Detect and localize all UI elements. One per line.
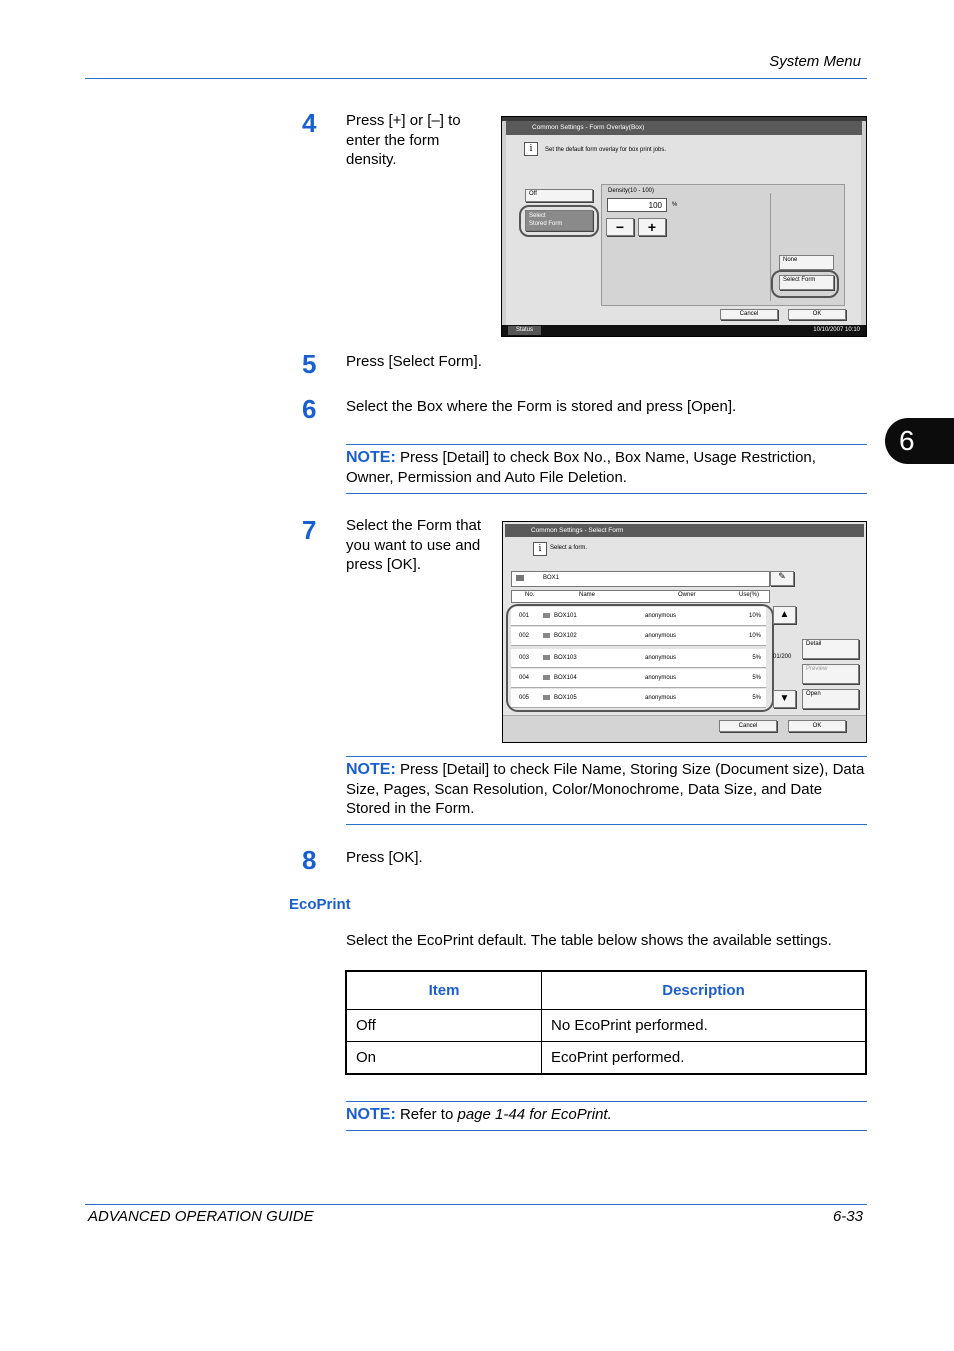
table-header-row bbox=[346, 971, 866, 1010]
step-5-number: 5 bbox=[302, 349, 317, 379]
ecoprint-table bbox=[345, 970, 867, 1075]
screen2-title: Common Settings - Select Form bbox=[505, 524, 864, 537]
open-button[interactable]: Open bbox=[802, 689, 859, 709]
row-use: 10% bbox=[748, 633, 761, 639]
density-input[interactable]: 100 bbox=[607, 198, 667, 212]
footer-rule bbox=[85, 1204, 867, 1205]
cancel-button[interactable]: Cancel bbox=[719, 720, 777, 732]
row-name: BOX102 bbox=[554, 633, 577, 639]
status-label[interactable]: Status bbox=[508, 326, 541, 335]
table-row bbox=[346, 1042, 866, 1075]
status-bar bbox=[502, 325, 866, 336]
step-8-number: 8 bbox=[302, 845, 317, 875]
box-name: BOX1 bbox=[543, 575, 560, 581]
rows-highlight bbox=[506, 604, 774, 712]
note-3 bbox=[346, 1105, 867, 1125]
col-use[interactable]: Use(%) bbox=[739, 592, 760, 598]
list-header bbox=[511, 590, 770, 603]
note-1 bbox=[346, 448, 867, 487]
note-1-label: NOTE: bbox=[346, 449, 396, 466]
note-2-top-rule bbox=[346, 756, 867, 757]
note-3-link[interactable]: page 1-44 for EcoPrint. bbox=[457, 1106, 612, 1123]
row-no: 004 bbox=[519, 675, 530, 681]
status-datetime: 10/10/2007 10:10 bbox=[813, 327, 860, 333]
scroll-up-button[interactable]: ▲ bbox=[773, 606, 796, 624]
step-7-text: Select the Form that you want to use and press [OK]. bbox=[346, 517, 482, 573]
step-6-text: Select the Box where the Form is stored and press [Open]. bbox=[346, 398, 737, 415]
row-name: BOX103 bbox=[554, 655, 577, 661]
select-form-highlight bbox=[771, 270, 839, 298]
step-6-number: 6 bbox=[302, 394, 317, 424]
row-item: Off bbox=[346, 1010, 542, 1042]
step-4-text: Press [+] or [–] to enter the form density. bbox=[346, 112, 461, 168]
footer-guide: ADVANCED OPERATION GUIDE bbox=[88, 1208, 314, 1225]
note-2-label: NOTE: bbox=[346, 761, 396, 778]
row-no: 002 bbox=[519, 633, 530, 639]
row-no: 003 bbox=[519, 655, 530, 661]
note-1-text: Press [Detail] to check Box No., Box Name, Usage Restriction, Owner, Permission and Auto File Deletion. bbox=[346, 449, 816, 486]
form-overlay-screen bbox=[501, 116, 867, 337]
header-section: System Menu bbox=[769, 53, 861, 70]
box-select-button[interactable]: ✎ bbox=[770, 571, 794, 586]
density-label: Density(10 - 100) bbox=[608, 188, 655, 194]
row-item: On bbox=[346, 1042, 542, 1075]
preview-button[interactable]: Preview bbox=[802, 664, 859, 684]
ecoprint-heading: EcoPrint bbox=[289, 896, 351, 913]
minus-button[interactable]: − bbox=[606, 218, 634, 236]
row-use: 5% bbox=[752, 675, 761, 681]
off-button[interactable]: Off bbox=[525, 189, 593, 202]
row-owner: anonymous bbox=[645, 633, 677, 639]
select-stored-line2: Stored Form bbox=[529, 221, 563, 227]
col-item: Item bbox=[346, 971, 542, 1010]
row-name: BOX104 bbox=[554, 675, 577, 681]
scroll-down-button[interactable]: ▼ bbox=[773, 690, 796, 708]
box-folder-icon bbox=[516, 575, 524, 581]
note-1-top-rule bbox=[346, 444, 867, 445]
note-1-bottom-rule bbox=[346, 493, 867, 494]
row-use: 5% bbox=[752, 695, 761, 701]
note-3-top-rule bbox=[346, 1101, 867, 1102]
plus-button[interactable]: + bbox=[638, 218, 666, 236]
note-2-text: Press [Detail] to check File Name, Storing Size (Document size), Data Size, Pages, Scan Resolution, Color/Monochrome, Data Size, and Date Stored in the Form. bbox=[346, 761, 865, 817]
row-owner: anonymous bbox=[645, 695, 677, 701]
cancel-button[interactable]: Cancel bbox=[720, 309, 778, 320]
select-form-screen bbox=[502, 521, 867, 743]
none-button[interactable]: None bbox=[779, 255, 834, 270]
note-2-bottom-rule bbox=[346, 824, 867, 825]
row-no: 001 bbox=[519, 613, 530, 619]
col-name[interactable]: Name bbox=[579, 592, 596, 598]
footer-page: 6-33 bbox=[832, 1208, 863, 1225]
screen-title: Common Settings - Form Overlay(Box) bbox=[506, 121, 862, 135]
info-text: Set the default form overlay for box print jobs. bbox=[545, 147, 667, 153]
step-8-text: Press [OK]. bbox=[346, 849, 423, 866]
note-3-text: Refer to bbox=[399, 1106, 458, 1123]
screen2-info: Select a form. bbox=[550, 545, 588, 551]
ok-button[interactable]: OK bbox=[788, 720, 846, 732]
row-use: 5% bbox=[752, 655, 761, 661]
col-owner[interactable]: Owner bbox=[678, 592, 696, 598]
note-3-bottom-rule bbox=[346, 1130, 867, 1131]
step-4-number: 4 bbox=[302, 108, 317, 138]
row-description: No EcoPrint performed. bbox=[542, 1010, 867, 1042]
density-unit: % bbox=[672, 202, 678, 208]
header-rule bbox=[85, 78, 867, 79]
step-5-text: Press [Select Form]. bbox=[346, 353, 482, 370]
col-description: Description bbox=[542, 971, 867, 1010]
note-3-label: NOTE: bbox=[346, 1106, 396, 1123]
col-no[interactable]: No. bbox=[525, 592, 535, 598]
detail-button[interactable]: Detail bbox=[802, 639, 859, 659]
row-owner: anonymous bbox=[645, 675, 677, 681]
row-no: 005 bbox=[519, 695, 530, 701]
page-indicator: 01/200 bbox=[773, 654, 792, 660]
row-owner: anonymous bbox=[645, 655, 677, 661]
row-use: 10% bbox=[748, 613, 761, 619]
note-2 bbox=[346, 760, 867, 819]
select-form-button[interactable]: Select Form bbox=[779, 275, 834, 290]
row-description: EcoPrint performed. bbox=[542, 1042, 867, 1075]
ecoprint-intro: Select the EcoPrint default. The table below shows the available settings. bbox=[346, 932, 832, 949]
row-name: BOX101 bbox=[554, 613, 577, 619]
select-stored-line1: Select bbox=[529, 213, 546, 219]
row-owner: anonymous bbox=[645, 613, 677, 619]
step-7-number: 7 bbox=[302, 515, 317, 545]
table-row bbox=[346, 1010, 866, 1042]
ok-button[interactable]: OK bbox=[788, 309, 846, 320]
info-icon: i bbox=[524, 142, 538, 156]
row-name: BOX105 bbox=[554, 695, 577, 701]
chapter-tab: 6 bbox=[885, 418, 954, 464]
info-icon: i bbox=[533, 542, 547, 556]
select-stored-highlight bbox=[519, 205, 599, 237]
